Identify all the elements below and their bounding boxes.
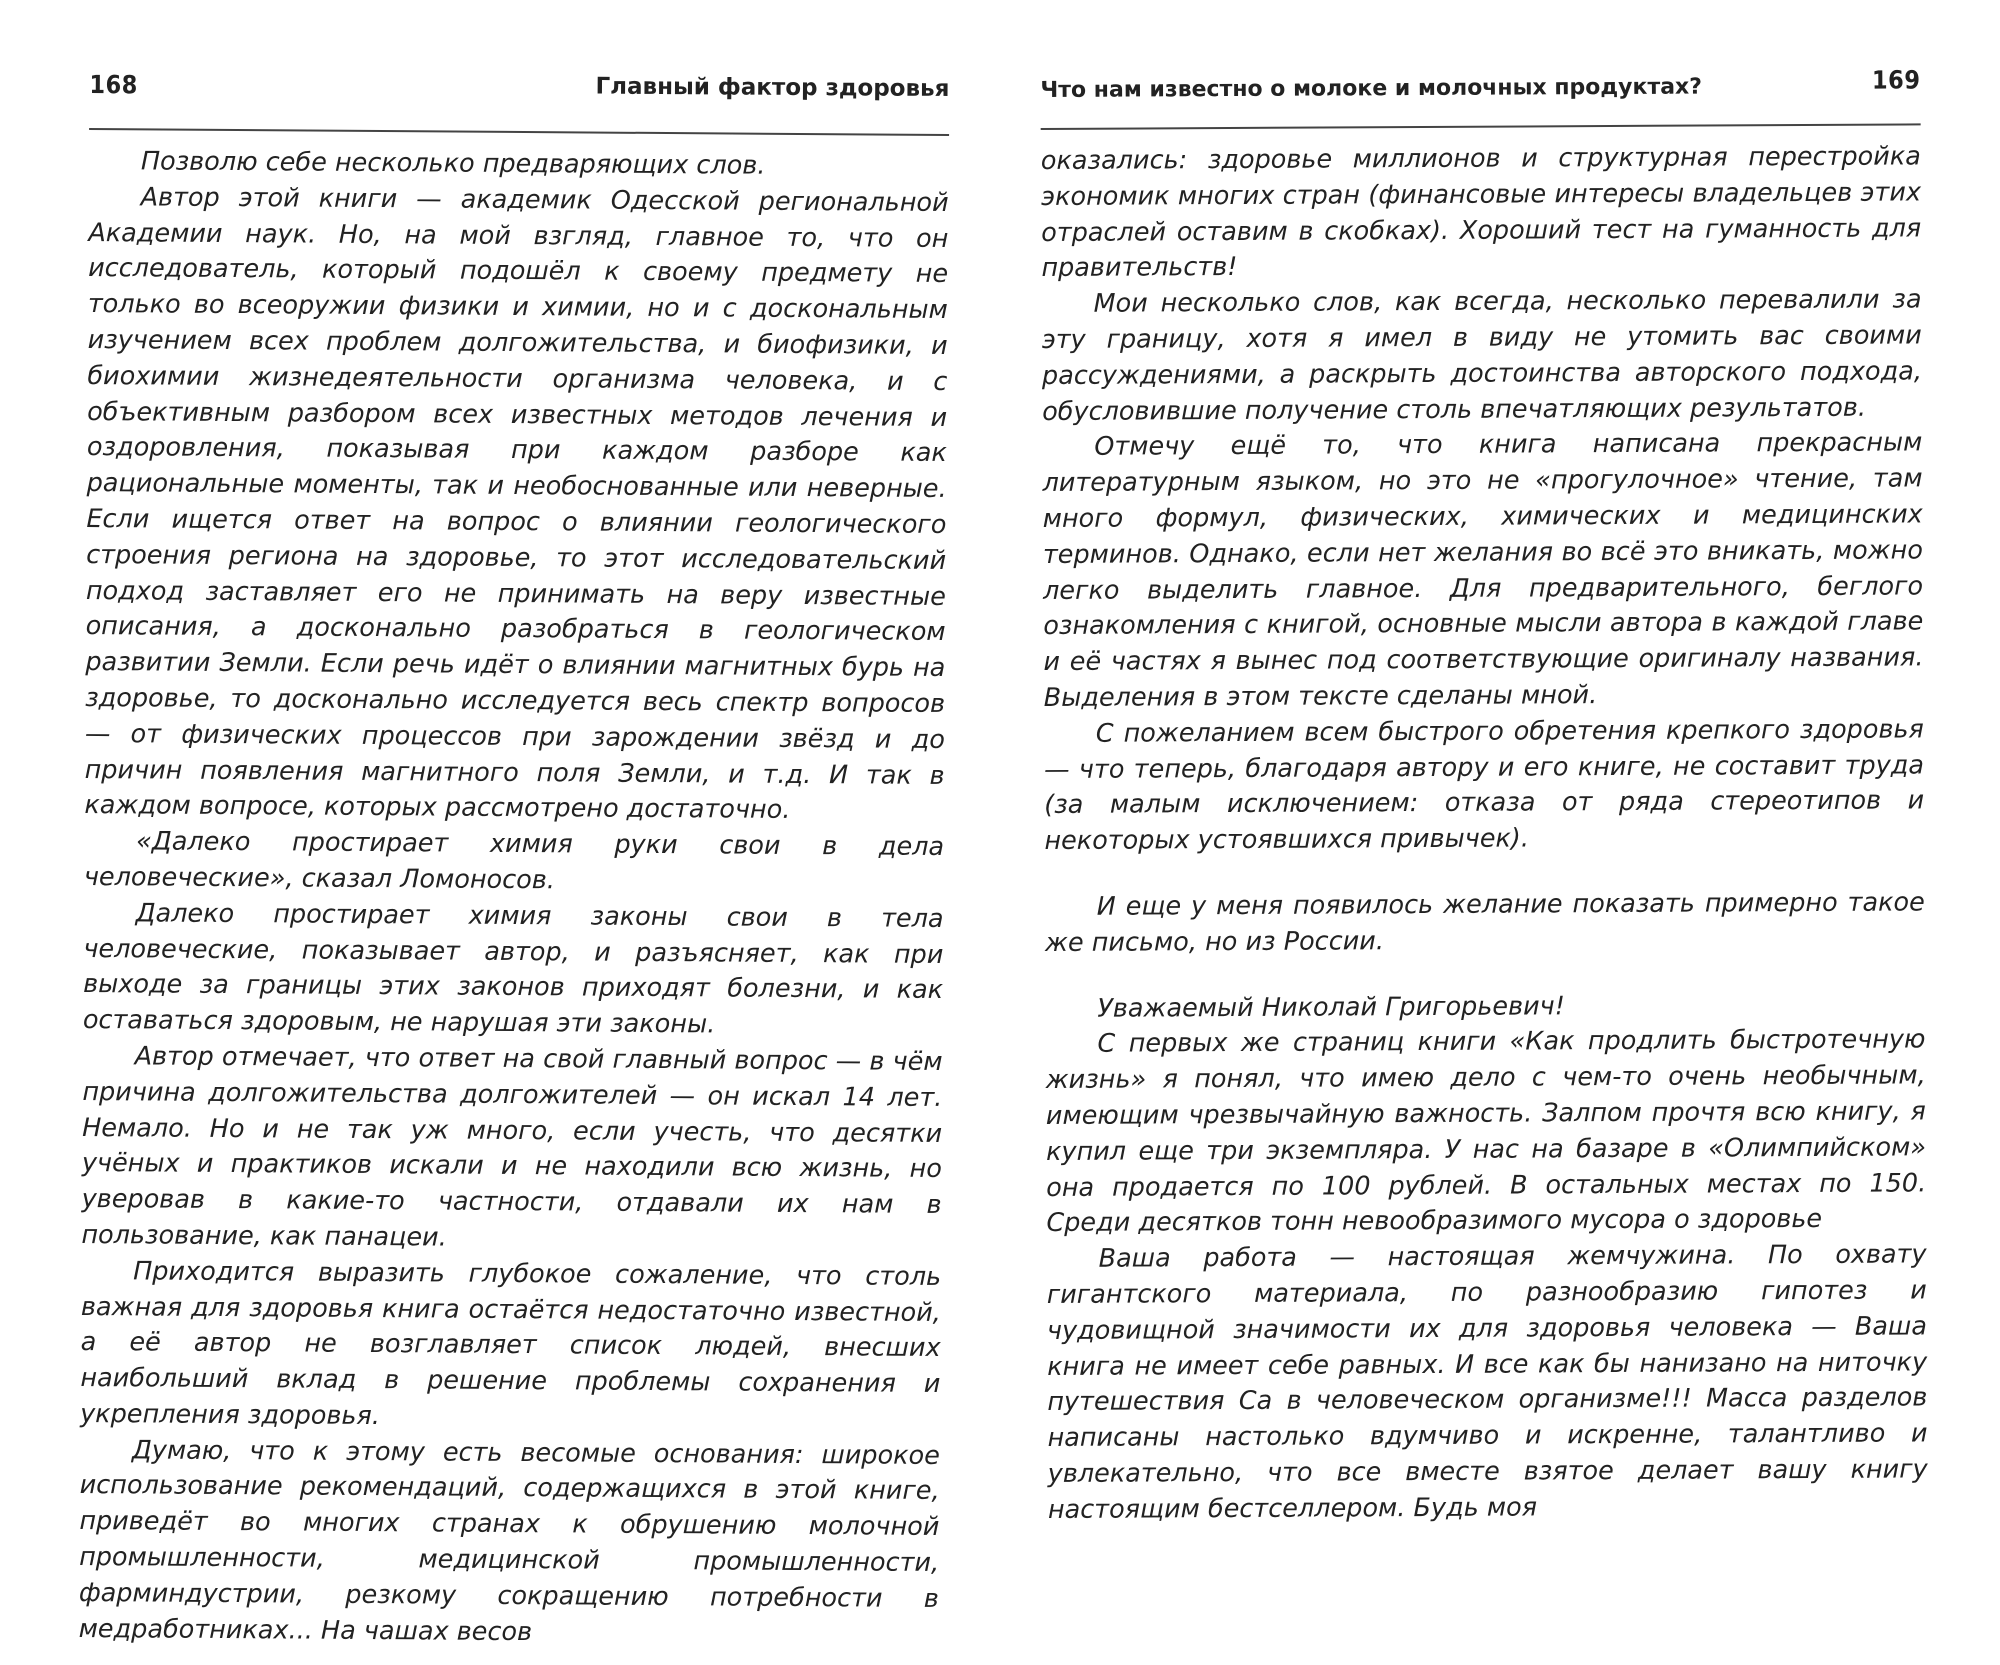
left-page-body: [78, 144, 948, 1653]
right-page-header: [1040, 55, 1920, 130]
paragraph: Отмечу ещё то, что книга написана прекрасным литературным языком, но это не «прогулочное» чтение, там много формул, физических, химических и медицинских терминов. Однако, если нет желания во всё это вникать, можно легко выделить главное. Для предварительного, беглого ознакомления с книгой, основные мысли автора в каждой главе и её частях я вынес под соответствующие оригиналу названия. Выделения в этом тексте сделаны мной.: [1042, 427, 1924, 713]
left-running-title: Главный фактор здоровья: [595, 73, 950, 103]
right-page: [1040, 0, 1928, 1528]
left-page-number: 168: [89, 69, 138, 100]
paragraph: С пожеланием всем быстрого обретения крепкого здоровья — что теперь, благодаря автору и его книге, не составит труда (за малым исключением: отказа от ряда стереотипов и некоторых устоявшихся привычек).: [1043, 714, 1925, 857]
paragraph: И еще у меня появилось желание показать примерно такое же письмо, но из России.: [1044, 887, 1925, 958]
paragraph: оказались: здоровье миллионов и структурная перестройка экономик многих стран (финансовые интересы владельцев этих отраслей оставим в скобках). Хороший тест на гуманность для правительств!: [1040, 141, 1922, 284]
right-page-body: [1041, 139, 1928, 1528]
paragraph: Мои несколько слов, как всегда, несколько перевалили за эту границу, хотя я имел в виду не утомить вас своими рассуждениями, а раскрыть достоинства авторского подхода, обусловившие получение столь впечатляющих результатов.: [1041, 284, 1923, 427]
paragraph: Автор этой книги — академик Одесской региональной Академии наук. Но, на мой взгляд, главное то, что он исследователь, который подошёл к своему предмету не только во всеоружии физики и химии, но и с доскональным изучением всех проблем долгожительства, и биофизики, и биохимии жизнедеятельности организма человека, и с объективным разбором всех известных методов лечения и оздоровления, показывая при каждом разборе как рациональные моменты, так и необоснованные или неверные. Если ищется ответ на вопрос о влиянии геологического строения региона на здоровье, то этот исследовательский подход заставляет его не принимать на веру известные описания, а досконально разобраться в геологическом развитии Земли. Если речь идёт о влиянии магнитных бурь на здоровье, то досконально исследуется весь спектр вопросов — от физических процессов при зарождении звёзд и до причин появления магнитного поля Земли, и т.д. И так в каждом вопросе, которых рассмотрено достаточно.: [84, 182, 949, 826]
paragraph: Ваша работа — настоящая жемчужина. По охвату гигантского материала, по разнообразию гипотез и чудовищной значимости их для здоровья человека — Ваша книга не имеет себе равных. И все как бы нанизано на ниточку путешествия Са в человеческом организме!!! Масса разделов написаны настолько вдумчиво и искренне, талантливо и увлекательно, что все вместе взятое делает вашу книгу настоящим бестселлером. Будь моя: [1046, 1239, 1928, 1525]
paragraph: Далеко простирает химия законы свои в тела человеческие, показывает автор, и разъясняет, как при выходе за границы этих законов приходят болезни, и как оставаться здоровым, не нарушая эти законы.: [82, 898, 944, 1040]
paragraph: С первых же страниц книги «Как продлить быстротечную жизнь» я понял, что имею дело с чем-то очень необычным, имеющим чрезвычайную важность. Залпом прочтя всю книгу, я купил еще три экземпляра. У нас на базаре в «Олимпийском» она продается по 100 рублей. В остальных местах по 150. Среди десятков тонн невообразимого мусора о здоровье: [1045, 1024, 1927, 1239]
letter-salutation: Уважаемый Николай Григорьевич!: [1097, 990, 1566, 1024]
left-page: [78, 0, 949, 1653]
paragraph: Позволю себе несколько предваряющих слов.: [140, 146, 766, 181]
paragraph: Приходится выразить глубокое сожаление, что столь важная для здоровья книга остаётся недостаточно известной, а её автор не возглавляет список людей, внесших наибольший вклад в решение проблемы сохранения и укрепления здоровья.: [80, 1256, 942, 1431]
right-page-number: 169: [1871, 65, 1921, 95]
paragraph: «Далеко простирает химия руки свои в дела человеческие», сказал Ломоносов.: [83, 826, 945, 896]
right-running-title: Что нам известно о молоке и молочных продуктах?: [1040, 74, 1703, 103]
paragraph: Думаю, что к этому есть весомые основания: широкое использование рекомендаций, содержащихся в этой книге, приведёт во многих странах к обрушению молочной промышленности, медицинской промышленности, фарминдустрии, резкому сокращению потребности в медработниках... На чашах весов: [78, 1435, 940, 1647]
left-page-header: [89, 60, 949, 136]
paragraph: Автор отмечает, что ответ на свой главный вопрос — в чём причина долгожительства долгожителей — он искал 14 лет. Немало. Но и не так уж много, если учесть, что десятки учёных и практиков искали и не находили всю жизнь, но уверовав в какие-то частности, отдавали их нам в пользование, как панацеи.: [81, 1041, 943, 1253]
